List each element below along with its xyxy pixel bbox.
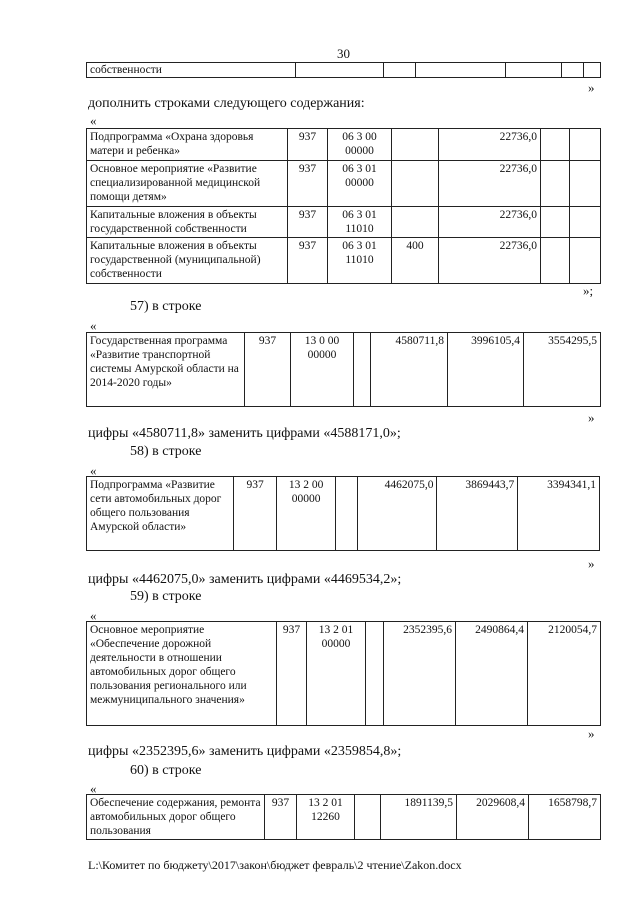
table-row (87, 238, 601, 284)
replace-text-59: цифры «2352395,6» заменить цифрами «2359854,8»; (88, 744, 402, 759)
row-code: 937 (288, 129, 328, 161)
row-sum: 22736,0 (439, 129, 541, 161)
footer-file-path: L:\Комитет по бюджету\2017\закон\бюджет февраль\2 чтение\Zakon.docx (88, 858, 462, 872)
section-heading-60: 60) в строке (130, 763, 202, 778)
row-target-code: 13 2 01 12260 (297, 795, 355, 840)
row-sum: 22736,0 (439, 207, 541, 238)
row-name: Капитальные вложения в объекты государственной собственности (87, 207, 288, 238)
section-heading-57: 57) в строке (130, 299, 202, 314)
row-name: Подпрограмма «Развитие сети автомобильных дорог общего пользования Амурской области» (87, 477, 234, 551)
section-table-60 (86, 794, 601, 840)
row-name: Основное мероприятие «Обеспечение дорожной деятельности в отношении автомобильных дорог общего пользования регионального или межмуниципального значения» (87, 622, 277, 726)
row-expense-type (392, 207, 439, 238)
close-quote-1: »; (583, 283, 594, 298)
section-table-59 (86, 621, 601, 726)
row-value-3: 1658798,7 (529, 795, 601, 840)
open-quote-57: « (90, 318, 97, 333)
page-number: 30 (337, 46, 350, 61)
row-code: 937 (288, 161, 328, 207)
table-row (87, 129, 601, 161)
table-row (87, 477, 600, 551)
row-value-3: 3554295,5 (524, 333, 601, 407)
row-value-2: 3996105,4 (448, 333, 524, 407)
row-target-code: 13 2 01 00000 (307, 622, 366, 726)
row-name: Основное мероприятие «Развитие специализированной медицинской помощи детям» (87, 161, 288, 207)
row-sum: 22736,0 (439, 161, 541, 207)
row-target-code: 06 3 00 00000 (328, 129, 392, 161)
table-row (87, 207, 601, 238)
section-heading-58: 58) в строке (130, 444, 202, 459)
row-value-3: 2120054,7 (528, 622, 601, 726)
row-target-code: 13 2 00 00000 (277, 477, 336, 551)
top-row-name: собственности (87, 63, 296, 78)
row-value-2: 2029608,4 (457, 795, 529, 840)
row-value-3: 3394341,1 (518, 477, 600, 551)
replace-text-57: цифры «4580711,8» заменить цифрами «4588171,0»; (88, 426, 401, 441)
insert-rows-table (86, 128, 601, 284)
row-sum: 22736,0 (439, 238, 541, 284)
row-code: 937 (234, 477, 277, 551)
row-code: 937 (265, 795, 297, 840)
row-name: Подпрограмма «Охрана здоровья матери и ребенка» (87, 129, 288, 161)
section-table-57 (86, 332, 601, 407)
open-quote-1: « (90, 113, 97, 128)
replace-text-58: цифры «4462075,0» заменить цифрами «4469534,2»; (88, 572, 402, 587)
top-row-table (86, 62, 601, 78)
open-quote-58: « (90, 463, 97, 478)
row-expense-type: 400 (392, 238, 439, 284)
close-quote-59: » (588, 726, 595, 741)
section-table-58 (86, 476, 600, 551)
row-target-code: 13 0 00 00000 (291, 333, 354, 407)
row-expense-type (392, 129, 439, 161)
row-expense-type (392, 161, 439, 207)
row-name: Обеспечение содержания, ремонта автомобильных дорог общего пользования (87, 795, 265, 840)
intro-text: дополнить строками следующего содержания: (88, 96, 365, 111)
row-value-1: 1891139,5 (381, 795, 457, 840)
close-quote-0: » (588, 80, 595, 95)
row-target-code: 06 3 01 00000 (328, 161, 392, 207)
row-value-1: 4462075,0 (357, 477, 437, 551)
row-target-code: 06 3 01 11010 (328, 207, 392, 238)
row-target-code: 06 3 01 11010 (328, 238, 392, 284)
row-name: Государственная программа «Развитие транспортной системы Амурской области на 2014-2020 годы» (87, 333, 245, 407)
open-quote-60: « (90, 781, 97, 796)
table-row (87, 795, 601, 840)
row-code: 937 (288, 238, 328, 284)
table-row (87, 161, 601, 207)
row-value-2: 2490864,4 (456, 622, 528, 726)
table-row (87, 622, 601, 726)
row-code: 937 (245, 333, 291, 407)
row-code: 937 (288, 207, 328, 238)
table-row (87, 333, 601, 407)
row-value-1: 4580711,8 (371, 333, 448, 407)
close-quote-57: » (588, 410, 595, 425)
row-name: Капитальные вложения в объекты государственной (муниципальной) собственности (87, 238, 288, 284)
section-heading-59: 59) в строке (130, 589, 202, 604)
close-quote-58: » (588, 556, 595, 571)
row-code: 937 (277, 622, 307, 726)
row-value-2: 3869443,7 (437, 477, 518, 551)
open-quote-59: « (90, 608, 97, 623)
row-value-1: 2352395,6 (384, 622, 456, 726)
